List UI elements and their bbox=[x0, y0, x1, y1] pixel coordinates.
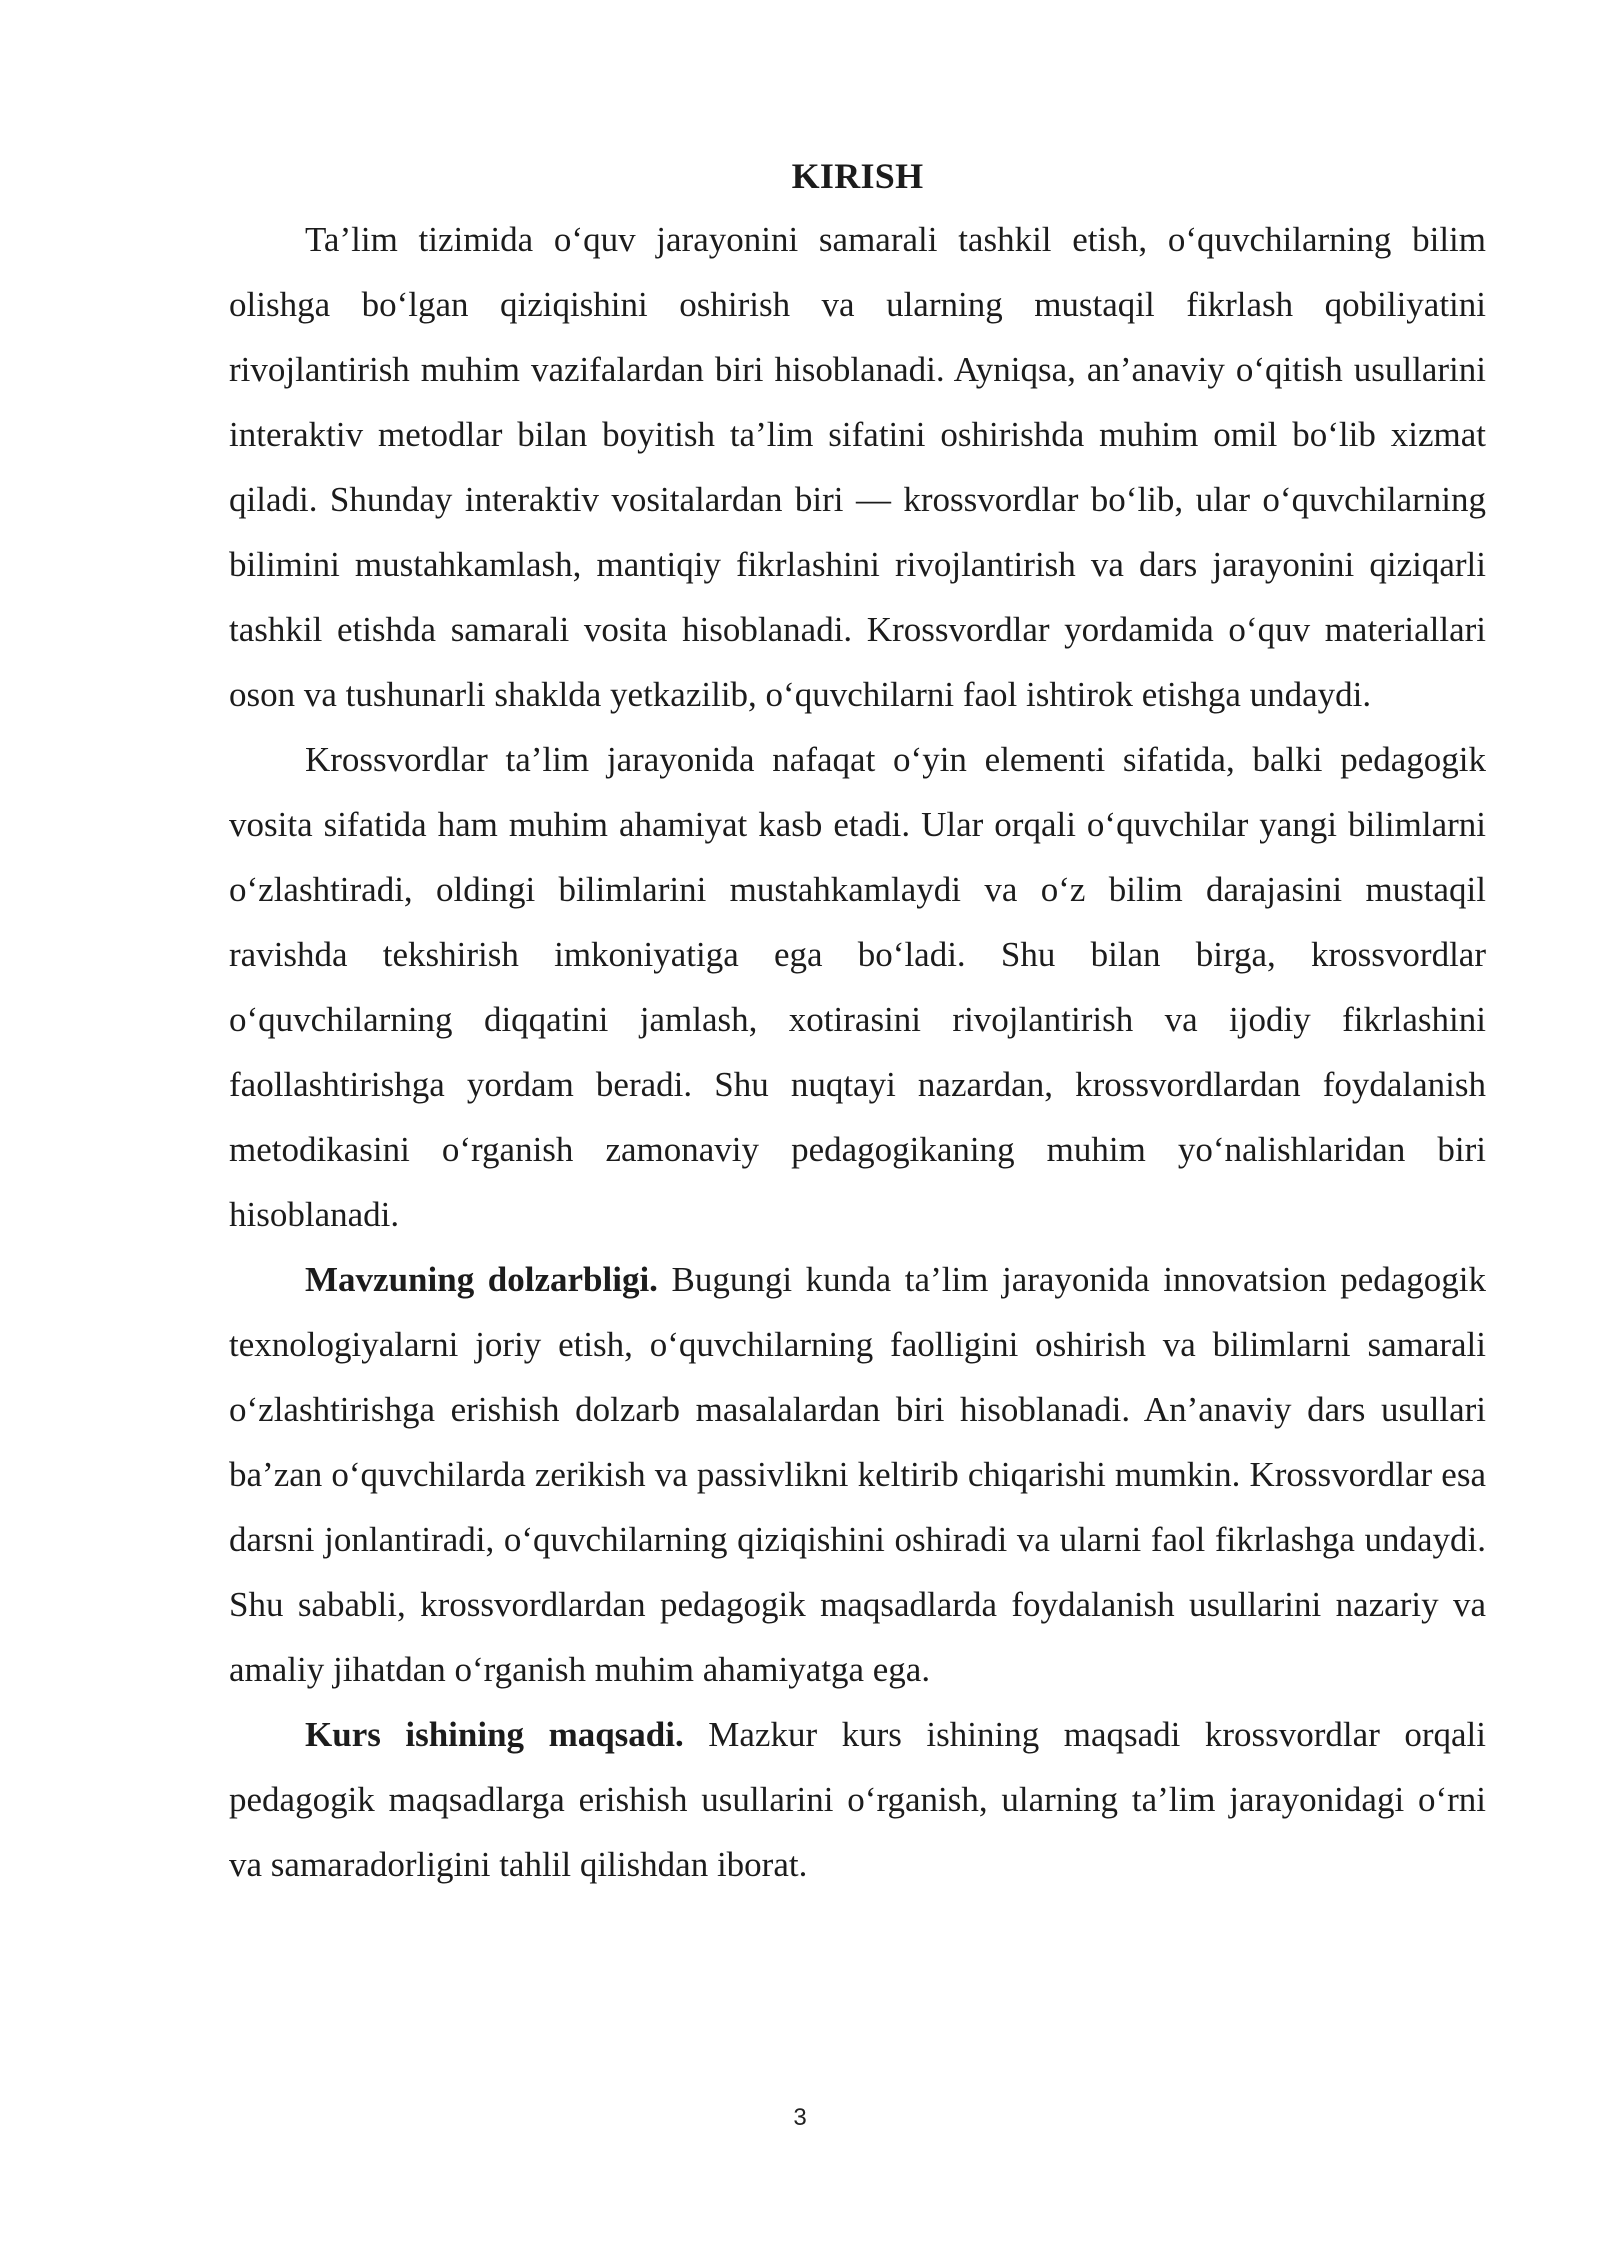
paragraph-lead-heading: Mavzuning dolzarbligi. bbox=[305, 1260, 658, 1299]
paragraph-text: Bugungi kunda ta’lim jarayonida innovatsion pedagogik texnologiyalarni joriy etish, o‘quvchilarning faolligini oshirish va bilimlarni samarali o‘zlashtirishga erishish dolzarb masalalardan biri hisoblanadi. An’anaviy dars usullari ba’zan o‘quvchilarda zerikish va passivlikni keltirib chiqarishi mumkin. Krossvordlar esa darsni jonlantiradi, o‘quvchilarning qiziqishini oshiradi va ularni faol fikrlashga undaydi. Shu sababli, krossvordlardan pedagogik maqsadlarda foydalanish usullarini nazariy va amaliy jihatdan o‘rganish muhim ahamiyatga ega. bbox=[229, 1260, 1486, 1689]
page-content bbox=[229, 151, 1486, 1897]
paragraph-text: Ta’lim tizimida o‘quv jarayonini samarali tashkil etish, o‘quvchilarning bilim olishga bo‘lgan qiziqishini oshirish va ularning mustaqil fikrlash qobiliyatini rivojlantirish muhim vazifalardan biri hisoblanadi. Ayniqsa, an’anaviy o‘qitish usullarini interaktiv metodlar bilan boyitish ta’lim sifatini oshirishda muhim omil bo‘lib xizmat qiladi. Shunday interaktiv vositalardan biri — krossvordlar bo‘lib, ular o‘quvchilarning bilimini mustahkamlash, mantiqiy fikrlashini rivojlantirish va dars jarayonini qiziqarli tashkil etishda samarali vosita hisoblanadi. Krossvordlar yordamida o‘quv materiallari oson va tushunarli shaklda yetkazilib, o‘quvchilarni faol ishtirok etishga undaydi. bbox=[229, 220, 1486, 714]
page-number: 3 bbox=[793, 2104, 807, 2131]
paragraph-purpose bbox=[229, 1702, 1486, 1897]
paragraph-intro bbox=[229, 207, 1486, 727]
paragraph-relevance bbox=[229, 1247, 1486, 1702]
paragraph-lead-heading: Kurs ishining maqsadi. bbox=[305, 1715, 684, 1754]
paragraph-text: Mazkur kurs ishining maqsadi krossvordlar orqali pedagogik maqsadlarga erishish usullarini o‘rganish, ularning ta’lim jarayonidagi o‘rni va samaradorligini tahlil qilishdan iborat. bbox=[229, 1715, 1486, 1884]
section-title: KIRISH bbox=[791, 156, 924, 196]
paragraph-text: Krossvordlar ta’lim jarayonida nafaqat o‘yin elementi sifatida, balki pedagogik vosita sifatida ham muhim ahamiyat kasb etadi. Ular orqali o‘quvchilar yangi bilimlarni o‘zlashtiradi, oldingi bilimlarini mustahkamlaydi va o‘z bilim darajasini mustaqil ravishda tekshirish imkoniyatiga ega bo‘ladi. Shu bilan birga, krossvordlar o‘quvchilarning diqqatini jamlash, xotirasini rivojlantirish va ijodiy fikrlashini faollashtirishga yordam beradi. Shu nuqtayi nazardan, krossvordlardan foydalanish metodikasini o‘rganish zamonaviy pedagogikaning muhim yo‘nalishlaridan biri hisoblanadi. bbox=[229, 740, 1486, 1234]
paragraph-crosswords-role bbox=[229, 727, 1486, 1247]
